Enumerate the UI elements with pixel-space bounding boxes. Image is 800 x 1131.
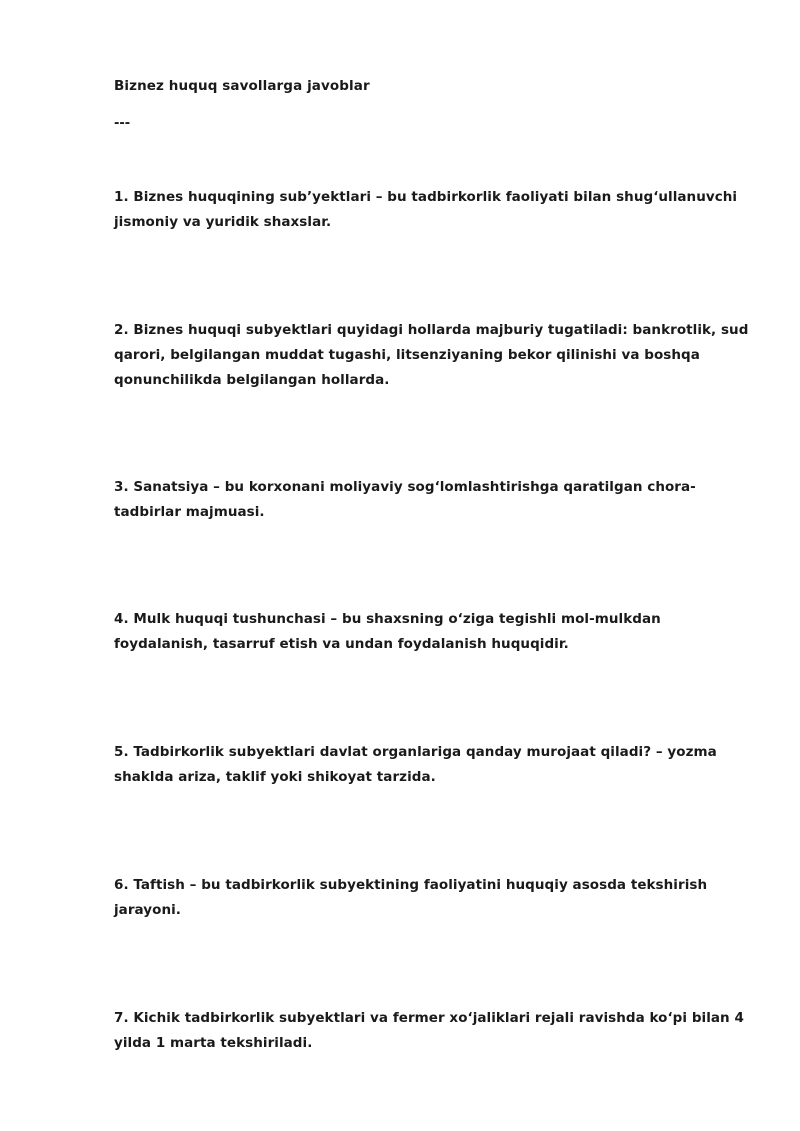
answer-item-4: 4. Mulk huquqi tushunchasi – bu shaxsning o‘ziga tegishli mol-mulkdan foydalanish, tasarruf etish va undan foydalanish huquqidir. [114, 611, 661, 652]
separator-line: --- [114, 116, 131, 131]
answer-item-6: 6. Taftish – bu tadbirkorlik subyektining faoliyatini huquqiy asosda tekshirish jarayoni. [114, 877, 708, 918]
answer-item-7: 7. Kichik tadbirkorlik subyektlari va fermer xo‘jaliklari rejali ravishda ko‘pi bilan 4 yilda 1 marta tekshiriladi. [114, 1010, 744, 1051]
document-title: Biznez huquq savollarga javoblar [114, 78, 370, 94]
answer-item-1: 1. Biznes huquqining sub’yektlari – bu tadbirkorlik faoliyati bilan shug‘ullanuvchi jismoniy va yuridik shaxslar. [114, 189, 738, 230]
answer-item-3: 3. Sanatsiya – bu korxonani moliyaviy sog‘lomlashtirishga qaratilgan chora-tadbirlar majmuasi. [114, 479, 696, 520]
answer-item-2: 2. Biznes huquqi subyektlari quyidagi hollarda majburiy tugatiladi: bankrotlik, sud qarori, belgilangan muddat tugashi, litsenziyaning bekor qilinishi va boshqa qonunchilikda belgilangan hollarda. [114, 322, 749, 388]
answer-item-5: 5. Tadbirkorlik subyektlari davlat organlariga qanday murojaat qiladi? – yozma shaklda ariza, taklif yoki shikoyat tarzida. [114, 744, 717, 785]
